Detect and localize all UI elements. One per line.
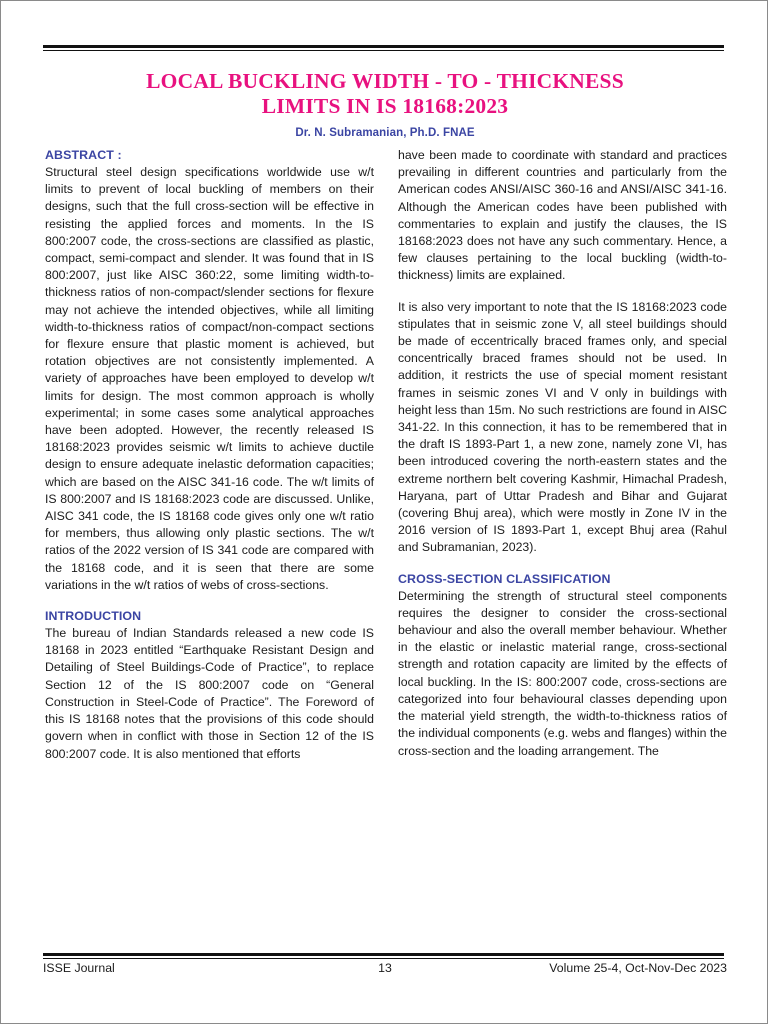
footer-page-number: 13: [378, 961, 392, 975]
page-title-line-1: LOCAL BUCKLING WIDTH - TO - THICKNESS: [146, 69, 624, 93]
continuation-paragraph: have been made to coordinate with standard and practices prevailing in different countries and particularly from the American codes ANSI/AISC 360-16 and ANSI/AISC 341-16. Although the American codes have been published with commentaries to explain and justify the clauses, the IS 18168:2023 does not have any such commentary. Hence, a few clauses pertaining to the local buckling (width-to-thickness) limits are explained.: [398, 148, 727, 283]
header-rule: [43, 45, 724, 51]
introduction-paragraph: The bureau of Indian Standards released a new code IS 18168 in 2023 entitled “Earthquake Resistant Design and Detailing of Steel Buildings-Code of Practice”, to replace Section 12 of the IS 800:2007 code on “General Construction in Steel-Code of Practice”. The Foreword of this IS 18168 notes that the provisions of this code should govern when in conflict with those in Section 12 of the IS 800:2007 code. It is also mentioned that efforts: [45, 626, 374, 761]
footer-journal-name: ISSE Journal: [43, 961, 115, 975]
footer-rule-thin: [43, 958, 724, 959]
footer-rule: [43, 953, 724, 959]
page-title: [43, 69, 727, 119]
abstract-heading: ABSTRACT :: [45, 148, 122, 162]
cross-section-classification-paragraph: Determining the strength of structural steel components requires the designer to consider the cross-sectional behaviour and also the overall member behaviour. Whether in the elastic or inelastic material range, cross-sectional strength and rotation capacity are limited by the effects of local buckling. In the IS: 800:2007 code, cross-sections are categorized into four behavioural classes depending upon the material yield strength, the width-to-thickness ratios of the individual components (e.g. webs and flanges) within the cross-section and the loading arrangement. The: [398, 588, 727, 758]
right-column: [398, 147, 727, 937]
introduction-heading: INTRODUCTION: [45, 609, 142, 624]
abstract-paragraph: Structural steel design specifications worldwide use w/t limits to prevent of local buckling of members on their designs, such that the full cross-section will be effective in resisting the applied forces and moments. In the IS 800:2007 code, the cross-sections are classified as plastic, compact, semi-compact and slender. It was found that in IS 800:2007, just like AISC 360:22, some limiting width-to-thickness ratios of non-compact/slender sections for flexure may not achieve the intended objectives, while all limiting width-to-thickness ratios of compact/non-compact sections for flexure ensure that plastic moment is achieved, but rotation objectives are not consistently implemented. A variety of approaches have been employed to develop w/t limits for design. The most common approach is wholly experimental; in some cases some analytical approaches have been adopted. However, the recently released IS 18168:2023 provides seismic w/t limits to achieve ductile design to ensure adequate inelastic deformation capacities; which are based on the AISC 341-16 code. The w/t limits of IS 800:2007 and IS 18168:2023 code are discussed. Unlike, AISC 341 code, the IS 18168 code gives only one w/t ratio for members, thus allowing only plastic sections. The w/t ratios of the 2022 version of IS 341 code are compared with the 18168 code, and it is seen that there are some variations in the w/t ratios of webs of cross-sections.: [45, 165, 374, 592]
page-footer: [43, 961, 727, 975]
header-rule-thin: [43, 50, 724, 51]
article-body: [45, 147, 727, 937]
seismic-zone-paragraph: It is also very important to note that the IS 18168:2023 code stipulates that in seismic zone V, all steel buildings should be made of eccentrically braced frames only, and special concentrically braced frames should not be used. In addition, it restricts the use of special moment resistant frames in seismic zones VI and V only in buildings with height less than 15m. No such restrictions are found in AISC 341-22. In this connection, it has to be remembered that in the draft IS 1893-Part 1, a new zone, namely zone VI, has been introduced covering the north-eastern states and the extreme northern belt covering Kashmir, Himachal Pradesh, Haryana, part of Uttar Pradesh and Bihar and Gujarat (covering Bhuj area), which were mostly in Zone IV in the 2016 version of IS 1893-Part 1, except Bhuj area (Rahul and Subramanian, 2023).: [398, 299, 727, 555]
footer-volume-info: Volume 25-4, Oct-Nov-Dec 2023: [549, 961, 727, 975]
title-block: [43, 69, 727, 139]
author-byline: Dr. N. Subramanian, Ph.D. FNAE: [295, 127, 475, 139]
page-title-line-2: LIMITS IN IS 18168:2023: [261, 94, 509, 118]
left-column: [45, 147, 374, 937]
cross-section-classification-heading: CROSS-SECTION CLASSIFICATION: [398, 571, 611, 586]
